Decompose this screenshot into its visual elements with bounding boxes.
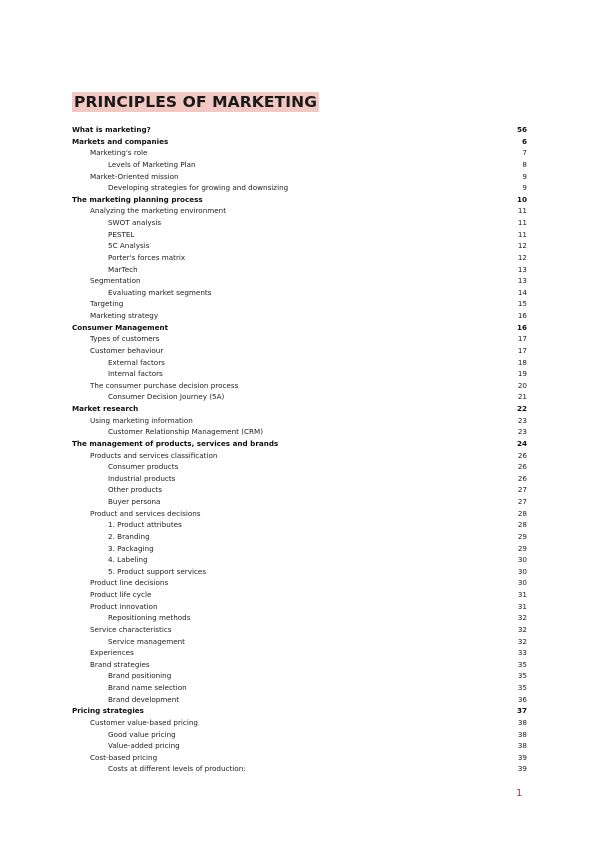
toc-entry[interactable] [72,159,527,171]
toc-entry-page: 26 [517,462,527,472]
toc-entry-title: External factors [108,357,165,367]
toc-entry-page: 15 [517,299,527,309]
toc-entry-page: 10 [516,194,527,204]
toc-entry-title: The management of products, services and brands [72,438,279,448]
toc-entry[interactable] [72,252,527,264]
toc-entry-title: Brand development [108,694,180,704]
toc-entry-page: 23 [517,427,527,437]
toc-entry-title: Industrial products [108,473,176,483]
toc-entry-page: 12 [517,252,527,262]
toc-entry-title: Markets and companies [72,136,169,146]
toc-entry-page: 22 [516,404,527,413]
toc-entry-page: 11 [517,229,527,239]
toc-entry[interactable] [72,264,527,276]
toc-entry-title: The consumer purchase decision process [90,380,239,390]
toc-entry[interactable] [72,543,527,555]
toc-entry[interactable] [72,670,527,682]
toc-entry-title: What is marketing? [72,125,151,134]
toc-entry[interactable] [72,473,527,485]
toc-entry[interactable] [72,345,527,357]
toc-entry[interactable] [72,182,527,194]
toc-entry-title: 4. Labeling [108,555,148,565]
toc-entry-page: 28 [517,520,527,530]
toc-entry-page: 17 [517,345,527,355]
toc-entry[interactable] [72,694,527,706]
toc-entry-title: Service management [108,636,185,646]
toc-entry[interactable] [72,566,527,578]
toc-entry-title: Targeting [90,299,124,309]
toc-entry-title: Consumer products [108,462,179,472]
toc-entry[interactable] [72,589,527,601]
page-title: PRINCIPLES OF MARKETING [74,93,318,111]
toc-entry-page: 31 [517,590,527,599]
toc-entry-page: 38 [517,741,527,751]
toc-entry-title: Pricing strategies [72,706,144,716]
toc-entry[interactable] [72,136,527,148]
toc-entry-page: 35 [517,671,527,681]
toc-entry-page: 32 [517,613,527,623]
toc-entry-page: 26 [517,450,527,460]
toc-entry[interactable] [72,531,527,543]
toc-entry-title: PESTEL [108,229,135,239]
toc-entry[interactable] [72,310,527,322]
toc-entry-page: 33 [517,648,527,658]
toc-entry-page: 18 [517,357,527,367]
toc-entry-title: Segmentation [90,276,141,286]
toc-entry-title: Customer value-based pricing [90,717,198,727]
toc-entry-title: MarTech [108,264,138,274]
toc-entry-page: 13 [517,276,527,286]
toc-entry[interactable] [72,229,527,241]
toc-entry-title: Brand positioning [108,671,172,681]
toc-entry-title: Experiences [90,648,134,658]
toc-entry[interactable] [72,740,527,752]
toc-entry-page: 56 [516,125,527,134]
toc-entry-page: 21 [517,392,527,402]
toc-entry-page: 28 [517,508,527,518]
toc-entry-page: 17 [517,334,527,344]
toc-entry[interactable] [72,717,527,729]
toc-entry-title: Buyer persona [108,497,161,506]
toc-entry[interactable] [72,554,527,566]
toc-entry[interactable] [72,612,527,624]
toc-entry[interactable] [72,763,527,775]
toc-entry-page: 7 [522,148,527,158]
toc-entry-page: 38 [517,717,527,727]
toc-entry-title: Product line decisions [90,578,169,588]
toc-entry-title: Product innovation [90,601,158,611]
toc-entry-title: Market research [72,404,139,413]
toc-entry-page: 6 [521,136,527,146]
toc-entry[interactable] [72,438,527,450]
toc-entry-page: 16 [517,311,527,320]
toc-entry-title: Good value pricing [108,729,176,739]
toc-entry-title: 5. Product support services [108,566,207,576]
toc-entry-page: 32 [517,636,527,646]
toc-entry-page: 24 [516,438,527,448]
toc-entry-page: 11 [517,218,527,227]
toc-entry-title: Costs at different levels of production: [108,764,246,774]
toc-entry[interactable] [72,171,527,183]
toc-entry[interactable] [72,484,527,496]
toc-entry-title: Market-Oriented mission [90,171,179,181]
toc-entry[interactable] [72,577,527,589]
toc-entry-title: Customer Relationship Management (CRM) [108,427,264,437]
toc-entry-title: Levels of Marketing Plan [108,159,196,169]
toc-entry[interactable] [72,333,527,345]
toc-entry-page: 39 [517,764,527,774]
toc-entry[interactable] [72,624,527,636]
toc-entry[interactable] [72,508,527,520]
title-highlight [72,92,319,112]
toc-entry[interactable] [72,601,527,613]
toc-entry-title: Other products [108,485,163,495]
toc-entry-page: 16 [516,322,527,332]
toc-entry-title: Types of customers [90,334,160,344]
toc-entry[interactable] [72,426,527,438]
toc-entry[interactable] [72,461,527,473]
toc-entry[interactable] [72,240,527,252]
toc-entry[interactable] [72,415,527,427]
toc-entry-title: Service characteristics [90,624,172,634]
toc-entry[interactable] [72,357,527,369]
toc-entry-page: 29 [517,543,527,553]
toc-entry[interactable] [72,287,527,299]
toc-entry-page: 23 [517,415,527,425]
toc-entry-title: Porter's forces matrix [108,252,186,262]
table-of-contents [72,124,527,775]
toc-entry-page: 27 [517,485,527,495]
toc-entry-title: Internal factors [108,369,163,379]
toc-entry-page: 12 [517,241,527,251]
page-number: 1 [516,788,523,799]
toc-entry-title: Product and services decisions [90,508,201,518]
toc-entry-page: 14 [517,287,527,297]
toc-entry-page: 29 [517,531,527,541]
toc-entry-page: 19 [517,369,527,379]
toc-entry-title: Analyzing the marketing environment [90,206,227,216]
toc-entry-page: 31 [517,601,527,611]
toc-entry-title: Products and services classification [90,450,218,460]
toc-entry-page: 26 [517,473,527,483]
toc-entry-title: Repositioning methods [108,613,191,623]
toc-entry-title: The marketing planning process [72,194,203,204]
toc-entry-title: SWOT analysis [108,218,162,227]
toc-entry-title: Marketing strategy [90,311,159,320]
toc-entry-title: Cost-based pricing [90,752,158,762]
toc-entry[interactable] [72,450,527,462]
toc-entry-page: 11 [517,206,527,216]
toc-entry-page: 9 [522,183,527,193]
toc-entry-page: 30 [517,578,527,588]
toc-entry-page: 30 [517,566,527,576]
toc-entry-page: 13 [517,264,527,274]
toc-entry[interactable] [72,636,527,648]
toc-entry[interactable] [72,519,527,531]
toc-entry-title: 1. Product attributes [108,520,182,530]
toc-entry-page: 35 [517,683,527,692]
toc-entry-title: 5C Analysis [108,241,150,251]
toc-entry-page: 37 [516,706,527,716]
toc-entry-title: Developing strategies for growing and downsizing [108,183,289,193]
toc-entry[interactable] [72,682,527,694]
toc-entry-page: 9 [522,171,527,181]
toc-entry-page: 35 [517,659,527,669]
toc-entry[interactable] [72,659,527,671]
toc-entry[interactable] [72,217,527,229]
toc-entry-page: 32 [517,624,527,634]
toc-entry-page: 8 [522,159,527,169]
toc-entry[interactable] [72,729,527,741]
toc-entry[interactable] [72,752,527,764]
toc-entry[interactable] [72,194,527,206]
toc-entry-page: 30 [517,555,527,565]
toc-entry[interactable] [72,298,527,310]
toc-entry[interactable] [72,380,527,392]
toc-entry-title: Consumer Decision Journey (5A) [108,392,225,402]
toc-entry-title: Customer behaviour [90,345,164,355]
toc-entry-title: Evaluating market segments [108,287,212,297]
toc-entry[interactable] [72,322,527,334]
toc-entry-title: Product life cycle [90,590,152,599]
toc-entry[interactable] [72,205,527,217]
toc-entry-title: Brand name selection [108,683,187,692]
toc-entry[interactable] [72,275,527,287]
toc-entry-title: 2. Branding [108,531,150,541]
toc-entry-page: 39 [517,752,527,762]
toc-entry-page: 20 [517,380,527,390]
toc-entry[interactable] [72,391,527,403]
toc-entry[interactable] [72,368,527,380]
toc-entry[interactable] [72,403,527,415]
toc-entry-page: 38 [517,729,527,739]
toc-entry-title: Value-added pricing [108,741,180,751]
toc-entry[interactable] [72,496,527,508]
toc-entry-title: Using marketing information [90,415,193,425]
toc-entry[interactable] [72,124,527,136]
toc-entry[interactable] [72,647,527,659]
toc-entry[interactable] [72,705,527,717]
toc-entry-title: Consumer Management [72,322,169,332]
toc-entry-page: 36 [517,694,527,704]
toc-entry-title: Marketing's role [90,148,148,158]
toc-entry-title: Brand strategies [90,659,150,669]
toc-entry-page: 27 [517,497,527,506]
toc-entry[interactable] [72,147,527,159]
toc-entry-title: 3. Packaging [108,543,154,553]
